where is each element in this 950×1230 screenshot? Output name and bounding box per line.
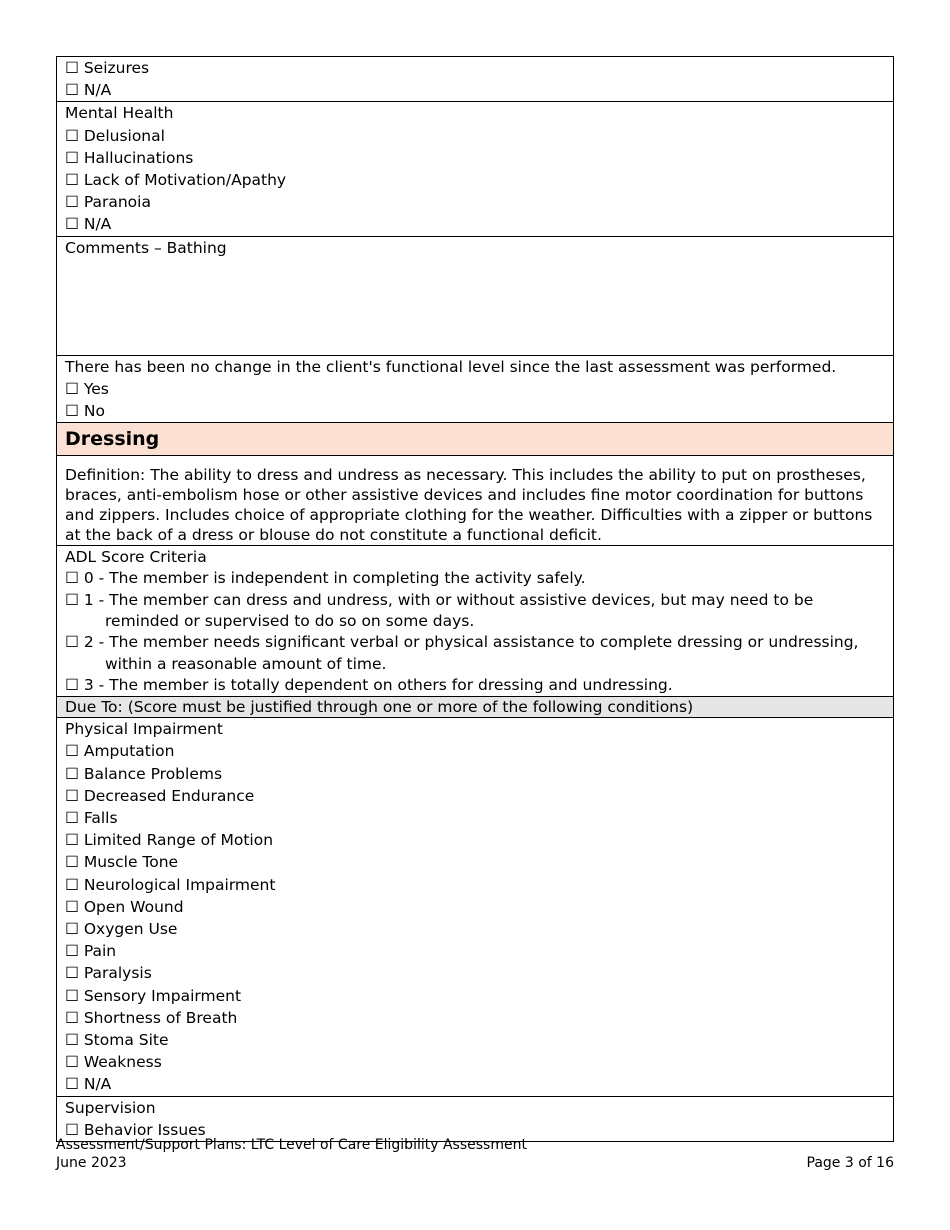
checkbox-icon[interactable]: ☐ — [65, 964, 79, 983]
checkbox-icon[interactable]: ☐ — [65, 171, 79, 190]
checkbox-icon[interactable]: ☐ — [65, 148, 79, 167]
page-footer — [56, 1136, 894, 1172]
checkbox-icon[interactable]: ☐ — [65, 920, 79, 939]
checkbox-icon[interactable]: ☐ — [65, 215, 79, 234]
due-to-header: Due To: (Score must be justified through one or more of the following conditions) — [57, 697, 893, 718]
checkbox-icon[interactable]: ☐ — [65, 633, 79, 652]
checkbox-item[interactable]: ☐ Paranoia — [65, 193, 151, 212]
checkbox-icon[interactable]: ☐ — [65, 1075, 79, 1094]
checkbox-icon[interactable]: ☐ — [65, 1120, 79, 1139]
checkbox-item[interactable]: ☐ Falls — [65, 809, 118, 828]
checkbox-icon[interactable]: ☐ — [65, 764, 79, 783]
section-label: Mental Health — [65, 104, 174, 123]
section-label: ADL Score Criteria — [65, 548, 207, 567]
section-label: Supervision — [65, 1098, 156, 1117]
checkbox-icon[interactable]: ☐ — [65, 1008, 79, 1027]
footer-document-title: Assessment/Support Plans: LTC Level of Care Eligibility Assessment — [56, 1137, 527, 1153]
section-label: Physical Impairment — [65, 720, 223, 739]
mental-health-section — [57, 102, 893, 236]
checkbox-icon[interactable]: ☐ — [65, 986, 79, 1005]
dressing-heading: Dressing — [57, 423, 893, 456]
functional-change-section — [57, 356, 893, 424]
checkbox-icon[interactable]: ☐ — [65, 786, 79, 805]
checkbox-item[interactable]: ☐ Pain — [65, 942, 117, 961]
checkbox-icon[interactable]: ☐ — [65, 742, 79, 761]
checkbox-icon[interactable]: ☐ — [65, 897, 79, 916]
adl-score-criteria-section — [57, 546, 893, 697]
checkbox-item[interactable]: ☐ Weakness — [65, 1053, 162, 1072]
checkbox-item[interactable]: ☐ 1 - The member can dress and undress, with or without assistive devices, but may need to be reminded or supervised to do so on some days. — [65, 590, 814, 631]
footer-page-number: Page 3 of 16 — [806, 1155, 894, 1171]
footer-date: June 2023 — [56, 1155, 127, 1171]
checkbox-item[interactable]: ☐ Muscle Tone — [65, 853, 179, 872]
supervision-section — [57, 1097, 893, 1141]
checkbox-icon[interactable]: ☐ — [65, 1053, 79, 1072]
checkbox-icon[interactable]: ☐ — [65, 59, 79, 77]
assessment-form — [56, 56, 894, 1142]
checkbox-icon[interactable]: ☐ — [65, 402, 79, 421]
checkbox-item[interactable]: ☐ Oxygen Use — [65, 920, 178, 939]
checkbox-icon[interactable]: ☐ — [65, 379, 79, 398]
checkbox-item[interactable]: ☐ Neurological Impairment — [65, 875, 276, 894]
checkbox-icon[interactable]: ☐ — [65, 590, 79, 609]
checkbox-item[interactable]: ☐ No — [65, 402, 105, 421]
checkbox-item[interactable]: ☐ N/A — [65, 81, 112, 100]
checkbox-item[interactable]: ☐ Stoma Site — [65, 1031, 169, 1050]
checkbox-item[interactable]: ☐ Lack of Motivation/Apathy — [65, 171, 287, 190]
checkbox-item[interactable]: ☐ Sensory Impairment — [65, 986, 242, 1005]
dressing-definition: Definition: The ability to dress and undress as necessary. This includes the ability to put on prostheses, braces, anti-embolism hose or other assistive devices and includes fine motor coordination for buttons and zippers. Includes choice of appropriate clothing for the weather. Difficulties with a zipper or buttons at the back of a dress or blouse do not constitute a functional deficit. — [57, 456, 893, 546]
checkbox-icon[interactable]: ☐ — [65, 853, 79, 872]
checkbox-icon[interactable]: ☐ — [65, 831, 79, 850]
comments-bathing-field[interactable] — [57, 237, 893, 356]
checkbox-item[interactable]: ☐ N/A — [65, 215, 112, 234]
checkbox-item[interactable]: ☐ Delusional — [65, 126, 165, 145]
checkbox-item[interactable]: ☐ N/A — [65, 1075, 112, 1094]
checkbox-item[interactable]: ☐ Shortness of Breath — [65, 1008, 238, 1027]
checkbox-item[interactable]: ☐ Decreased Endurance — [65, 786, 255, 805]
checkbox-item[interactable]: ☐ Balance Problems — [65, 764, 223, 783]
checkbox-item[interactable]: ☐ Seizures — [65, 59, 150, 77]
checkbox-item[interactable]: ☐ Hallucinations — [65, 148, 194, 167]
change-question: There has been no change in the client's functional level since the last assessment was performed. — [65, 357, 837, 376]
checkbox-icon[interactable]: ☐ — [65, 809, 79, 828]
checkbox-item[interactable]: ☐ 2 - The member needs significant verbal or physical assistance to complete dressing or undressing, within a reasonable amount of time. — [65, 633, 859, 673]
checkbox-item[interactable]: ☐ Open Wound — [65, 897, 184, 916]
checkbox-icon[interactable]: ☐ — [65, 675, 79, 694]
checkbox-icon[interactable]: ☐ — [65, 875, 79, 894]
physical-impairment-section — [57, 718, 893, 1096]
checkbox-icon[interactable]: ☐ — [65, 81, 79, 100]
checkbox-item[interactable]: ☐ 0 - The member is independent in completing the activity safely. — [65, 569, 586, 588]
checkbox-icon[interactable]: ☐ — [65, 1031, 79, 1050]
checkbox-item[interactable]: ☐ Behavior Issues — [65, 1120, 206, 1139]
checkbox-item[interactable]: ☐ Yes — [65, 379, 109, 398]
checkbox-item[interactable]: ☐ 3 - The member is totally dependent on others for dressing and undressing. — [65, 675, 673, 694]
comments-label: Comments – Bathing — [65, 238, 227, 257]
checkbox-icon[interactable]: ☐ — [65, 126, 79, 145]
checkbox-icon[interactable]: ☐ — [65, 942, 79, 961]
checkbox-icon[interactable]: ☐ — [65, 569, 79, 588]
checkbox-item[interactable]: ☐ Limited Range of Motion — [65, 831, 274, 850]
checkbox-icon[interactable]: ☐ — [65, 193, 79, 212]
checkbox-item[interactable]: ☐ Amputation — [65, 742, 175, 761]
checkbox-item[interactable]: ☐ Paralysis — [65, 964, 152, 983]
top-conditions-section — [57, 57, 893, 102]
